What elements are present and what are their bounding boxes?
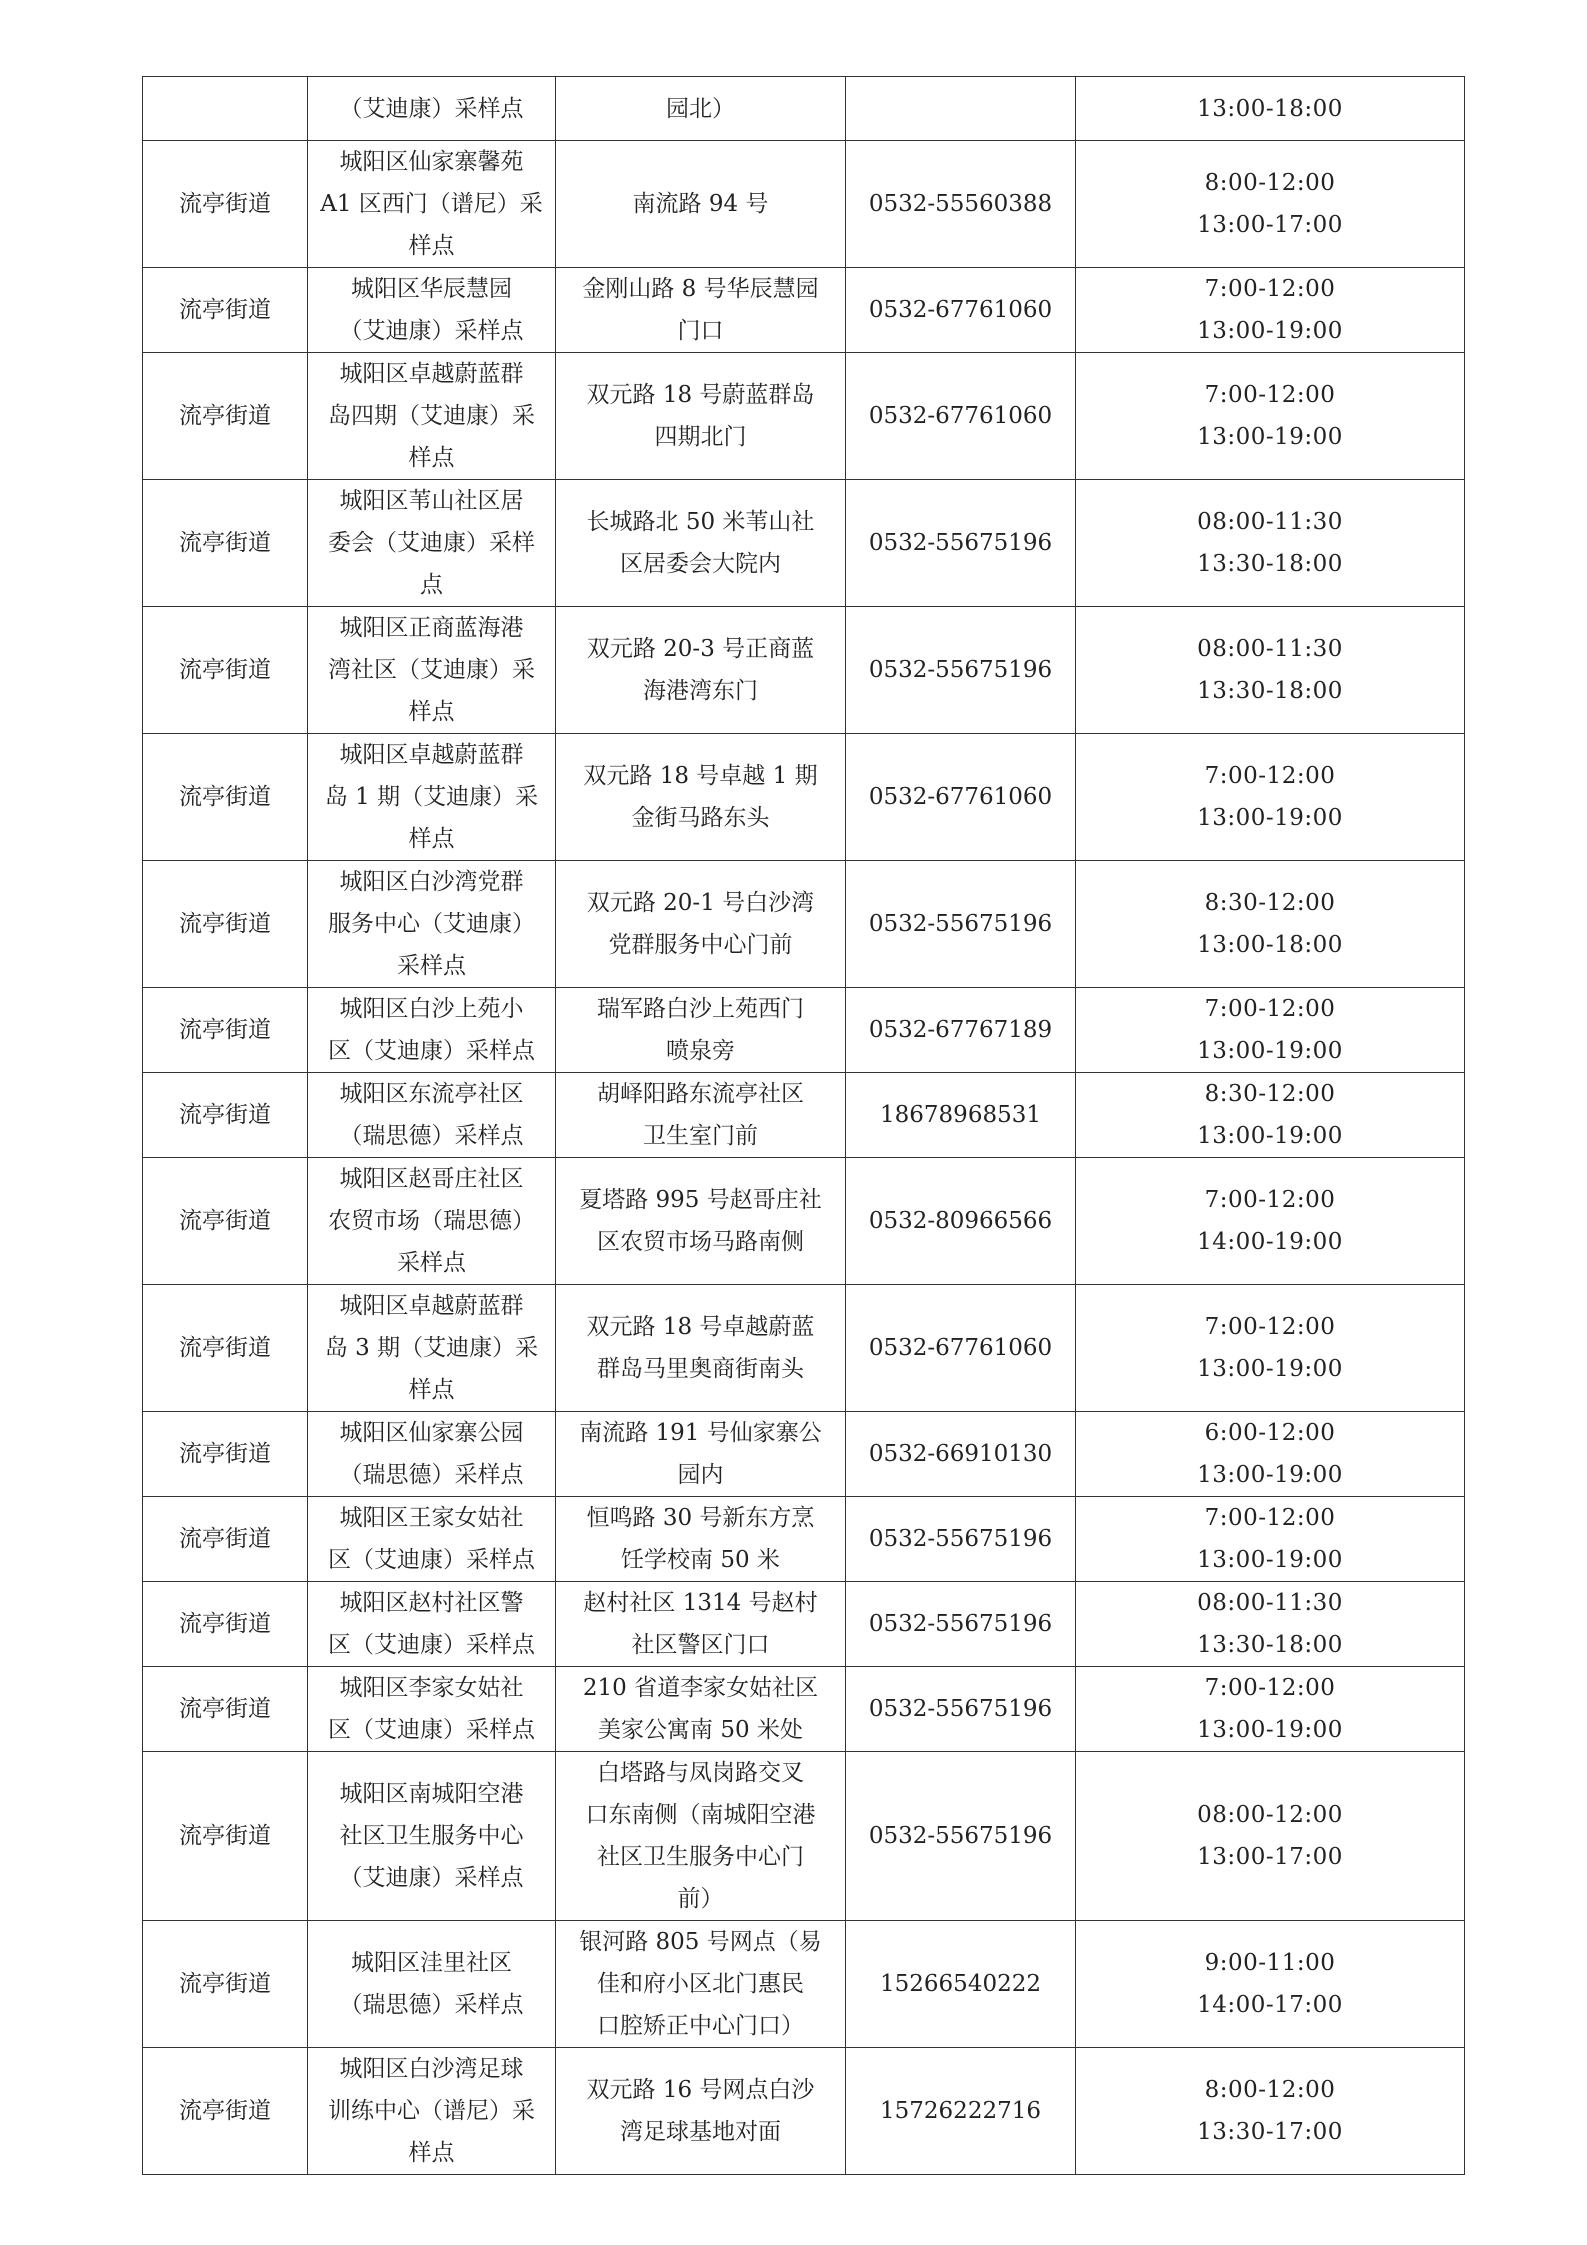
site-name-cell xyxy=(308,77,556,141)
table-row xyxy=(143,734,1465,861)
phone-cell-text: 0532-80966566 xyxy=(868,1208,1053,1234)
site-name-cell-line: 区（艾迪康）采样点 xyxy=(328,1717,535,1743)
hours-cell-line: 13:00-19:00 xyxy=(1197,1462,1343,1488)
street-cell xyxy=(143,1158,308,1285)
hours-cell xyxy=(1076,1158,1465,1285)
hours-cell-line: 13:00-18:00 xyxy=(1197,932,1343,958)
address-cell-line: 社区卫生服务中心门 xyxy=(597,1844,804,1870)
address-cell xyxy=(556,607,846,734)
phone-cell-text: 0532-67767189 xyxy=(868,1017,1053,1043)
street-cell-text: 流亭街道 xyxy=(179,1526,271,1552)
phone-cell-text: 0532-67761060 xyxy=(868,784,1053,810)
hours-cell-line: 08:00-11:30 xyxy=(1197,1590,1343,1616)
street-cell xyxy=(143,734,308,861)
site-name-cell-line: A1 区西门（谱尼）采 xyxy=(320,191,543,217)
street-cell xyxy=(143,2048,308,2175)
address-cell-line: 长城路北 50 米苇山社 xyxy=(586,509,815,535)
address-cell-line: 口腔矫正中心门口） xyxy=(597,2013,804,2039)
table-row xyxy=(143,1158,1465,1285)
address-cell-line: 双元路 18 号卓越蔚蓝 xyxy=(586,1314,815,1340)
address-cell-line: 夏塔路 995 号赵哥庄社 xyxy=(579,1187,822,1213)
site-name-cell xyxy=(308,1073,556,1158)
site-name-cell-line: 湾社区（艾迪康）采 xyxy=(328,657,535,683)
address-cell-line: 金街马路东头 xyxy=(631,805,770,831)
table-row xyxy=(143,1073,1465,1158)
site-name-cell-line: （瑞思德）采样点 xyxy=(339,1462,524,1488)
address-cell-line: 赵村社区 1314 号赵村 xyxy=(583,1590,818,1616)
site-name-cell xyxy=(308,1497,556,1582)
phone-cell-text: 15266540222 xyxy=(880,1971,1041,1997)
street-cell xyxy=(143,1752,308,1921)
hours-cell xyxy=(1076,268,1465,353)
site-name-cell xyxy=(308,268,556,353)
hours-cell xyxy=(1076,77,1465,141)
table-row xyxy=(143,2048,1465,2175)
street-cell xyxy=(143,1582,308,1667)
hours-cell-line: 7:00-12:00 xyxy=(1204,382,1336,408)
address-cell xyxy=(556,2048,846,2175)
sampling-sites-table xyxy=(142,76,1465,2175)
site-name-cell xyxy=(308,1752,556,1921)
site-name-cell-line: 岛 1 期（艾迪康）采 xyxy=(324,784,539,810)
hours-cell xyxy=(1076,1412,1465,1497)
phone-cell xyxy=(846,268,1076,353)
hours-cell xyxy=(1076,2048,1465,2175)
address-cell-line: 卫生室门前 xyxy=(643,1123,758,1149)
site-name-cell-line: 点 xyxy=(420,572,443,598)
address-cell xyxy=(556,141,846,268)
street-cell-text: 流亭街道 xyxy=(179,1017,271,1043)
phone-cell xyxy=(846,480,1076,607)
address-cell xyxy=(556,1582,846,1667)
hours-cell-line: 6:00-12:00 xyxy=(1204,1420,1336,1446)
hours-cell-line: 08:00-11:30 xyxy=(1197,509,1343,535)
hours-cell-line: 13:00-19:00 xyxy=(1197,805,1343,831)
hours-cell xyxy=(1076,1921,1465,2048)
table-row xyxy=(143,861,1465,988)
phone-cell xyxy=(846,988,1076,1073)
address-cell xyxy=(556,1158,846,1285)
site-name-cell-line: （艾迪康）采样点 xyxy=(339,95,524,122)
street-cell xyxy=(143,480,308,607)
phone-cell-text: 0532-66910130 xyxy=(868,1441,1053,1467)
hours-cell-line: 7:00-12:00 xyxy=(1204,1187,1336,1213)
phone-cell-text: 0532-67761060 xyxy=(868,1335,1053,1361)
hours-cell-line: 13:30-17:00 xyxy=(1197,2119,1343,2145)
street-cell xyxy=(143,988,308,1073)
site-name-cell-line: 城阳区李家女姑社 xyxy=(339,1675,524,1701)
hours-cell xyxy=(1076,141,1465,268)
street-cell-text: 流亭街道 xyxy=(179,911,271,937)
street-cell-text: 流亭街道 xyxy=(179,1611,271,1637)
hours-cell-line: 13:00-19:00 xyxy=(1197,318,1343,344)
hours-cell-line: 8:30-12:00 xyxy=(1204,1081,1336,1107)
phone-cell-text: 0532-55675196 xyxy=(868,1526,1053,1552)
hours-cell-line: 13:00-17:00 xyxy=(1197,212,1343,238)
hours-cell xyxy=(1076,1752,1465,1921)
hours-cell-line: 8:00-12:00 xyxy=(1204,2077,1336,2103)
hours-cell-line: 14:00-19:00 xyxy=(1197,1229,1343,1255)
site-name-cell-line: 采样点 xyxy=(397,1250,466,1276)
site-name-cell-line: 区（艾迪康）采样点 xyxy=(328,1547,535,1573)
site-name-cell xyxy=(308,141,556,268)
table-row xyxy=(143,1285,1465,1412)
address-cell xyxy=(556,1073,846,1158)
phone-cell xyxy=(846,77,1076,141)
address-cell xyxy=(556,1667,846,1752)
site-name-cell-line: 城阳区赵哥庄社区 xyxy=(339,1166,524,1192)
address-cell xyxy=(556,1752,846,1921)
phone-cell xyxy=(846,353,1076,480)
site-name-cell xyxy=(308,1921,556,2048)
hours-cell-line: 7:00-12:00 xyxy=(1204,1314,1336,1340)
address-cell-line: 双元路 18 号卓越 1 期 xyxy=(583,763,818,789)
address-cell-line: 园内 xyxy=(677,1462,724,1488)
hours-cell xyxy=(1076,1667,1465,1752)
hours-cell xyxy=(1076,1285,1465,1412)
site-name-cell-line: 城阳区赵村社区警 xyxy=(339,1590,524,1616)
street-cell xyxy=(143,1921,308,2048)
address-cell-line: 喷泉旁 xyxy=(666,1038,735,1064)
street-cell-text: 流亭街道 xyxy=(179,2098,271,2124)
phone-cell-text: 0532-55675196 xyxy=(868,911,1053,937)
table-row xyxy=(143,988,1465,1073)
site-name-cell-line: 城阳区正商蓝海港 xyxy=(339,615,524,641)
site-name-cell-line: 城阳区卓越蔚蓝群 xyxy=(339,1293,524,1319)
hours-cell-line: 7:00-12:00 xyxy=(1204,996,1336,1022)
phone-cell-text: 0532-55675196 xyxy=(868,657,1053,683)
street-cell xyxy=(143,861,308,988)
site-name-cell-line: 采样点 xyxy=(397,953,466,979)
street-cell xyxy=(143,268,308,353)
phone-cell-text: 15726222716 xyxy=(880,2098,1041,2124)
site-name-cell-line: 城阳区苇山社区居 xyxy=(339,488,524,514)
table-row xyxy=(143,268,1465,353)
address-cell-line: 南流路 94 号 xyxy=(632,191,769,217)
street-cell-text: 流亭街道 xyxy=(179,297,271,323)
hours-cell-line: 13:00-17:00 xyxy=(1197,1844,1343,1870)
site-name-cell-line: 服务中心（艾迪康） xyxy=(328,911,535,937)
address-cell-line: 群岛马里奥商街南头 xyxy=(597,1356,804,1382)
address-cell xyxy=(556,988,846,1073)
address-cell-line: 白塔路与凤岗路交叉 xyxy=(597,1760,804,1786)
table-row xyxy=(143,77,1465,141)
address-cell-line: 区农贸市场马路南侧 xyxy=(597,1229,804,1255)
hours-cell-line: 13:00-19:00 xyxy=(1197,1123,1343,1149)
site-name-cell-line: 城阳区南城阳空港 xyxy=(339,1781,524,1807)
address-cell-line: 前） xyxy=(677,1886,724,1912)
street-cell xyxy=(143,77,308,141)
hours-cell-line: 13:00-19:00 xyxy=(1197,424,1343,450)
address-cell-line: 海港湾东门 xyxy=(643,678,758,704)
site-name-cell-line: 城阳区东流亭社区 xyxy=(339,1081,524,1107)
phone-cell xyxy=(846,1582,1076,1667)
phone-cell xyxy=(846,1497,1076,1582)
street-cell-text: 流亭街道 xyxy=(179,1102,271,1128)
table-row xyxy=(143,353,1465,480)
site-name-cell xyxy=(308,734,556,861)
address-cell xyxy=(556,77,846,141)
street-cell xyxy=(143,1285,308,1412)
site-name-cell-line: 城阳区仙家寨公园 xyxy=(339,1420,524,1446)
site-name-cell-line: 样点 xyxy=(408,233,455,259)
street-cell xyxy=(143,607,308,734)
site-name-cell-line: 城阳区白沙湾党群 xyxy=(339,869,524,895)
site-name-cell xyxy=(308,480,556,607)
address-cell-line: 南流路 191 号仙家寨公 xyxy=(579,1420,822,1446)
site-name-cell-line: 样点 xyxy=(408,699,455,725)
site-name-cell-line: 社区卫生服务中心 xyxy=(339,1823,524,1849)
address-cell-line: 社区警区门口 xyxy=(631,1632,770,1658)
address-cell xyxy=(556,268,846,353)
site-name-cell-line: 样点 xyxy=(408,1377,455,1403)
hours-cell-line: 08:00-12:00 xyxy=(1197,1802,1343,1828)
site-name-cell-line: 城阳区仙家寨馨苑 xyxy=(339,149,524,175)
site-name-cell-line: 岛 3 期（艾迪康）采 xyxy=(324,1335,539,1361)
phone-cell xyxy=(846,1285,1076,1412)
hours-cell xyxy=(1076,353,1465,480)
address-cell-line: 湾足球基地对面 xyxy=(620,2119,781,2145)
site-name-cell-line: （艾迪康）采样点 xyxy=(339,318,524,344)
address-cell-line: 区居委会大院内 xyxy=(620,551,781,577)
hours-cell-line: 08:00-11:30 xyxy=(1197,636,1343,662)
street-cell-text: 流亭街道 xyxy=(179,657,271,683)
site-name-cell-line: 样点 xyxy=(408,2140,455,2166)
site-name-cell xyxy=(308,1412,556,1497)
street-cell xyxy=(143,1667,308,1752)
address-cell xyxy=(556,1921,846,2048)
address-cell-line: 胡峄阳路东流亭社区 xyxy=(597,1081,804,1107)
address-cell-line: 恒鸣路 30 号新东方烹 xyxy=(586,1505,815,1531)
phone-cell-text: 0532-55675196 xyxy=(868,530,1053,556)
street-cell-text: 流亭街道 xyxy=(179,191,271,217)
table-row xyxy=(143,1497,1465,1582)
address-cell xyxy=(556,480,846,607)
site-name-cell-line: 训练中心（谱尼）采 xyxy=(328,2098,535,2124)
hours-cell-line: 7:00-12:00 xyxy=(1204,1675,1336,1701)
site-name-cell-line: 样点 xyxy=(408,826,455,852)
hours-cell xyxy=(1076,734,1465,861)
phone-cell-text: 0532-55560388 xyxy=(868,191,1053,217)
site-name-cell-line: （瑞思德）采样点 xyxy=(339,1992,524,2018)
site-name-cell-line: 城阳区卓越蔚蓝群 xyxy=(339,742,524,768)
table-body xyxy=(143,77,1465,2175)
phone-cell xyxy=(846,607,1076,734)
hours-cell-line: 9:00-11:00 xyxy=(1204,1950,1336,1976)
phone-cell xyxy=(846,1158,1076,1285)
hours-cell xyxy=(1076,480,1465,607)
street-cell xyxy=(143,1073,308,1158)
address-cell-line: 口东南侧（南城阳空港 xyxy=(585,1802,816,1828)
address-cell xyxy=(556,1497,846,1582)
address-cell-line: 美家公寓南 50 米处 xyxy=(598,1717,803,1743)
hours-cell-line: 7:00-12:00 xyxy=(1204,763,1336,789)
site-name-cell-line: 岛四期（艾迪康）采 xyxy=(328,403,535,429)
address-cell-line: 佳和府小区北门惠民 xyxy=(597,1971,804,1997)
phone-cell xyxy=(846,1921,1076,2048)
address-cell xyxy=(556,734,846,861)
hours-cell-line: 13:00-19:00 xyxy=(1197,1038,1343,1064)
table-row xyxy=(143,1582,1465,1667)
phone-cell xyxy=(846,1073,1076,1158)
hours-cell xyxy=(1076,1582,1465,1667)
address-cell xyxy=(556,1412,846,1497)
address-cell-line: 门口 xyxy=(677,318,724,344)
site-name-cell-line: 城阳区白沙湾足球 xyxy=(339,2056,524,2082)
phone-cell-text: 0532-55675196 xyxy=(868,1611,1053,1637)
hours-cell-line: 7:00-12:00 xyxy=(1204,276,1336,302)
phone-cell xyxy=(846,2048,1076,2175)
hours-cell xyxy=(1076,1073,1465,1158)
hours-cell-line: 13:30-18:00 xyxy=(1197,678,1343,704)
site-name-cell-line: 城阳区卓越蔚蓝群 xyxy=(339,361,524,387)
site-name-cell xyxy=(308,1158,556,1285)
hours-cell-line: 13:30-18:00 xyxy=(1197,551,1343,577)
hours-cell-line: 13:00-19:00 xyxy=(1197,1547,1343,1573)
street-cell-text: 流亭街道 xyxy=(179,1335,271,1361)
address-cell-line: 瑞军路白沙上苑西门 xyxy=(597,996,804,1022)
address-cell-line: 银河路 805 号网点（易 xyxy=(579,1929,822,1955)
site-name-cell-line: 区（艾迪康）采样点 xyxy=(328,1632,535,1658)
hours-cell xyxy=(1076,861,1465,988)
site-name-cell-line: （瑞思德）采样点 xyxy=(339,1123,524,1149)
hours-cell xyxy=(1076,988,1465,1073)
site-name-cell-line: 城阳区白沙上苑小 xyxy=(339,996,524,1022)
street-cell xyxy=(143,141,308,268)
phone-cell-text: 0532-67761060 xyxy=(868,297,1053,323)
site-name-cell xyxy=(308,1582,556,1667)
street-cell-text: 流亭街道 xyxy=(179,1971,271,1997)
street-cell-text: 流亭街道 xyxy=(179,1823,271,1849)
street-cell-text: 流亭街道 xyxy=(179,403,271,429)
street-cell xyxy=(143,1412,308,1497)
address-cell-line: 双元路 16 号网点白沙 xyxy=(586,2077,815,2103)
site-name-cell-line: 区（艾迪康）采样点 xyxy=(328,1038,535,1064)
site-name-cell xyxy=(308,1667,556,1752)
address-cell-line: 双元路 20-1 号白沙湾 xyxy=(586,890,815,916)
site-name-cell-line: 样点 xyxy=(408,445,455,471)
site-name-cell xyxy=(308,353,556,480)
street-cell xyxy=(143,353,308,480)
address-cell-line: 党群服务中心门前 xyxy=(608,932,793,958)
table-row xyxy=(143,1921,1465,2048)
address-cell-line: 双元路 20-3 号正商蓝 xyxy=(586,636,815,662)
street-cell xyxy=(143,1497,308,1582)
hours-cell-line: 8:30-12:00 xyxy=(1204,890,1336,916)
phone-cell-text: 0532-55675196 xyxy=(868,1823,1053,1849)
site-name-cell xyxy=(308,861,556,988)
hours-cell xyxy=(1076,607,1465,734)
address-cell-line: 园北） xyxy=(666,95,735,122)
address-cell-line: 四期北门 xyxy=(654,424,747,450)
hours-cell-line: 13:00-19:00 xyxy=(1197,1356,1343,1382)
address-cell xyxy=(556,353,846,480)
site-name-cell-line: 城阳区王家女姑社 xyxy=(339,1505,524,1531)
phone-cell xyxy=(846,141,1076,268)
phone-cell-text: 0532-55675196 xyxy=(868,1696,1053,1722)
phone-cell-text: 0532-67761060 xyxy=(868,403,1053,429)
address-cell-line: 金刚山路 8 号华辰慧园 xyxy=(582,276,819,302)
phone-cell xyxy=(846,1752,1076,1921)
phone-cell-text: 18678968531 xyxy=(880,1102,1041,1128)
site-name-cell xyxy=(308,607,556,734)
site-name-cell-line: 委会（艾迪康）采样 xyxy=(328,530,535,556)
street-cell-text: 流亭街道 xyxy=(179,784,271,810)
phone-cell xyxy=(846,1412,1076,1497)
hours-cell-line: 8:00-12:00 xyxy=(1204,170,1336,196)
site-name-cell xyxy=(308,988,556,1073)
hours-cell xyxy=(1076,1497,1465,1582)
table-row xyxy=(143,1667,1465,1752)
phone-cell xyxy=(846,734,1076,861)
hours-cell-line: 7:00-12:00 xyxy=(1204,1505,1336,1531)
address-cell-line: 210 省道李家女姑社区 xyxy=(582,1675,819,1701)
hours-cell-line: 13:30-18:00 xyxy=(1197,1632,1343,1658)
table-row xyxy=(143,141,1465,268)
address-cell xyxy=(556,861,846,988)
table-row xyxy=(143,1752,1465,1921)
table-row xyxy=(143,607,1465,734)
hours-cell-line: 13:00-19:00 xyxy=(1197,1717,1343,1743)
site-name-cell-line: 城阳区华辰慧园 xyxy=(351,276,512,302)
address-cell-line: 双元路 18 号蔚蓝群岛 xyxy=(586,382,815,408)
table-row xyxy=(143,1412,1465,1497)
site-name-cell-line: 城阳区洼里社区 xyxy=(351,1950,512,1976)
site-name-cell-line: 农贸市场（瑞思德） xyxy=(328,1208,535,1234)
address-cell-line: 饪学校南 50 米 xyxy=(621,1547,780,1573)
hours-cell-line: 13:00-18:00 xyxy=(1197,95,1343,122)
street-cell-text: 流亭街道 xyxy=(179,530,271,556)
address-cell xyxy=(556,1285,846,1412)
phone-cell xyxy=(846,1667,1076,1752)
site-name-cell xyxy=(308,2048,556,2175)
site-name-cell xyxy=(308,1285,556,1412)
street-cell-text: 流亭街道 xyxy=(179,1441,271,1467)
table-row xyxy=(143,480,1465,607)
phone-cell xyxy=(846,861,1076,988)
hours-cell-line: 14:00-17:00 xyxy=(1197,1992,1343,2018)
site-name-cell-line: （艾迪康）采样点 xyxy=(339,1865,524,1891)
street-cell-text: 流亭街道 xyxy=(179,1696,271,1722)
street-cell-text: 流亭街道 xyxy=(179,1208,271,1234)
